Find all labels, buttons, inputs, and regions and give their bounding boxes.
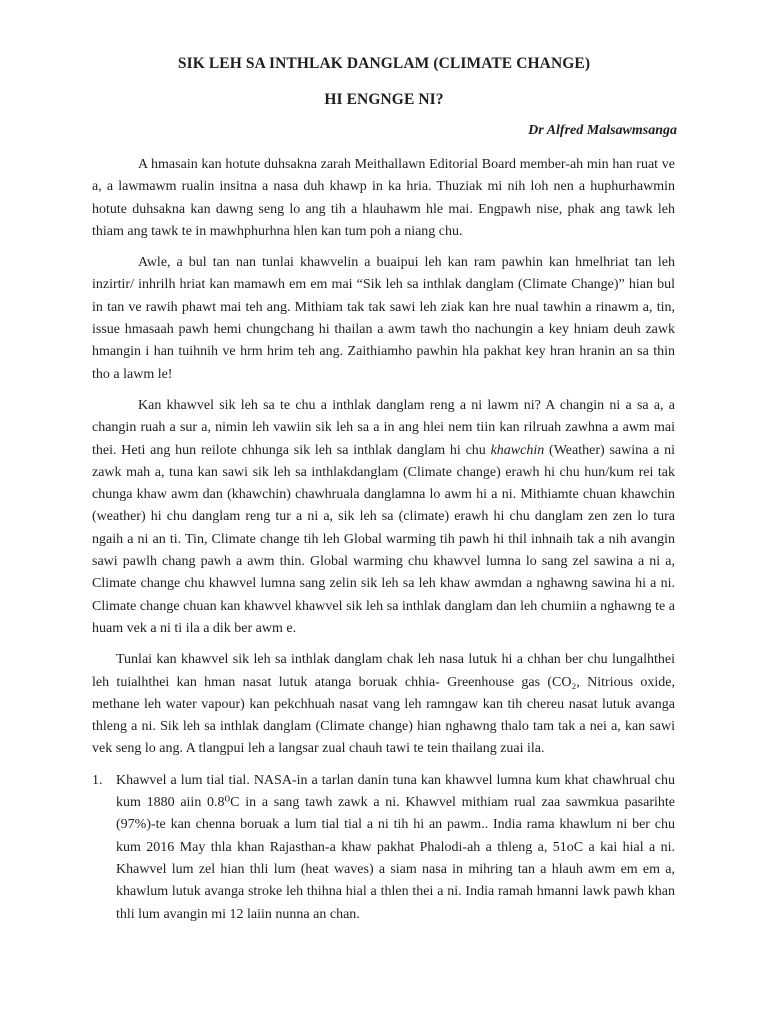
paragraph-opening: Awle, a bul tan nan tunlai khawvelin a buaipui leh kan ram pawhin kan hmelhriat tan leh inzirtir/ inhrilh hriat kan mamawh em em mai “Sik leh sa inthlak danglam (Climate Change)” hian bul in tan ve rawih phawt mai teh ang. Mithiam tak tak sawi leh ziak kan hre nual tawhin a rinawm a, tin, issue hmasaah pawh hemi chungchang hi thailan a awm tawh tho nachungin a key hniam deuh zawk hmangin i han tuihnih ve hrm hrim teh ang. Zaithiamho pawhin hla pakhat key hran hranin an sa thin tho a lawm le!: [92, 255, 675, 382]
list-item-text: Khawvel a lum tial tial. NASA-in a tarlan danin tuna kan khawvel lumna kum khat chawhrual chu kum 1880 aiin 0.8⁰C in a sang tawh zawk a ni. Khawvel mithiam rual zaa sawmkua pasarihte (97%)-te kan chenna boruak a lum tial tial a ni tih hi an pawm.. India rama khawlum ni ber chu kum 2016 May thla khan Rajasthan-a khaw pakhat Phalodi-ah a thleng a, 51oC a kai hial a ni. Khawvel lum zel hian thli lum (heat waves) a siam nasa in mihring tan a hlauh awm em em a, khawlum lutuk avanga stroke leh thihna hial a thlen thei a ni. India ramah hmanni lawk pawh khan thli lum avangin mi 12 laiin nunna an chan.: [116, 772, 675, 922]
paragraph-causes: Tunlai kan khawvel sik leh sa inthlak danglam chak leh nasa lutuk hi a chhan ber chu lungalhthei leh tuialhthei kan hman nasat lutuk atanga boruak chhia- Greenhouse gas (CO₂, Nitrious oxide, methane leh water vapour) kan pekchhuah nasat vang leh ramngaw kan tih chereu nasat lutuk avanga thleng a ni. Sik leh sa inthlak danglam (Climate change) hian nghawng thalo tam tak a nei a, kan sawi vek seng lo ang. A tlangpui leh a langsar zual chauh tawi te tein thailang zuai ila.: [92, 652, 675, 757]
article-body: [92, 154, 675, 926]
paragraph-definition-rest: (Weather) sawina a ni zawk mah a, tuna kan sawi sik leh sa inthlakdanglam (Climate change) erawh hi chu hun/kum rei tak chunga khaw awm dan (khawchin) chawhruala danglamna lo awm hi a ni. Mithiamte chuan khawchin (weather) hi chu danglam reng tur a ni a, sik leh sa (climate) erawh hi chu danglam zen zen lo tura ngaih a ni an ti. Tin, Climate change tih leh Global warming tih pawh hi thil inhnaih tak a nih avangin sawi pawlh chang pawh a awm thin. Global warming chu khawvel lumna lo sang zel sawina a ni a, Climate change chu khawvel lumna sang zelin sik leh sa leh khaw awmdan a nghawng sawina hi a ni. Climate change chuan kan khawvel khawvel sik leh sa inthlak danglam dan leh chumiin a nghawng te a huam vek a ni ti ila a dik ber awm e.: [92, 442, 676, 636]
paragraph-intro: A hmasain kan hotute duhsakna zarah Meithallawn Editorial Board member-ah min han ruat ve a, a lawmawm rualin insitna a nasa duh khawp in ka hria. Thuziak mi nih loh nen a huphurhawmin hotute duhsakna kan dawng seng lo ang tih a hlauhawm hle mai. Engpawh nise, phak ang tawk leh thiam ang tawk te in mawhphurhna hlen kan tum poh a niang chu.: [92, 157, 675, 239]
effects-list: [92, 770, 675, 926]
paragraph-definition: [92, 395, 675, 640]
list-marker: 1.: [92, 772, 103, 788]
author-name: Dr Alfred Malsawmsanga: [528, 123, 677, 138]
italic-term: khawchin: [490, 442, 545, 458]
document-subtitle: HI ENGNGE NI?: [324, 91, 444, 108]
list-item: [92, 770, 675, 926]
document-title: SIK LEH SA INTHLAK DANGLAM (CLIMATE CHANGE): [177, 55, 591, 72]
paragraph-definition-start: Kan khawvel sik leh sa te chu a inthlak danglam reng a ni lawm ni? A changin ni a sa a, a changin ruah a sur a, nimin leh vawiin sik leh sa a in ang hlei nem tiin kan rilruah zawhna a awm mai thei. Heti ang hun reilote chhunga sik leh sa inthlak danglam hi chu: [92, 397, 675, 458]
